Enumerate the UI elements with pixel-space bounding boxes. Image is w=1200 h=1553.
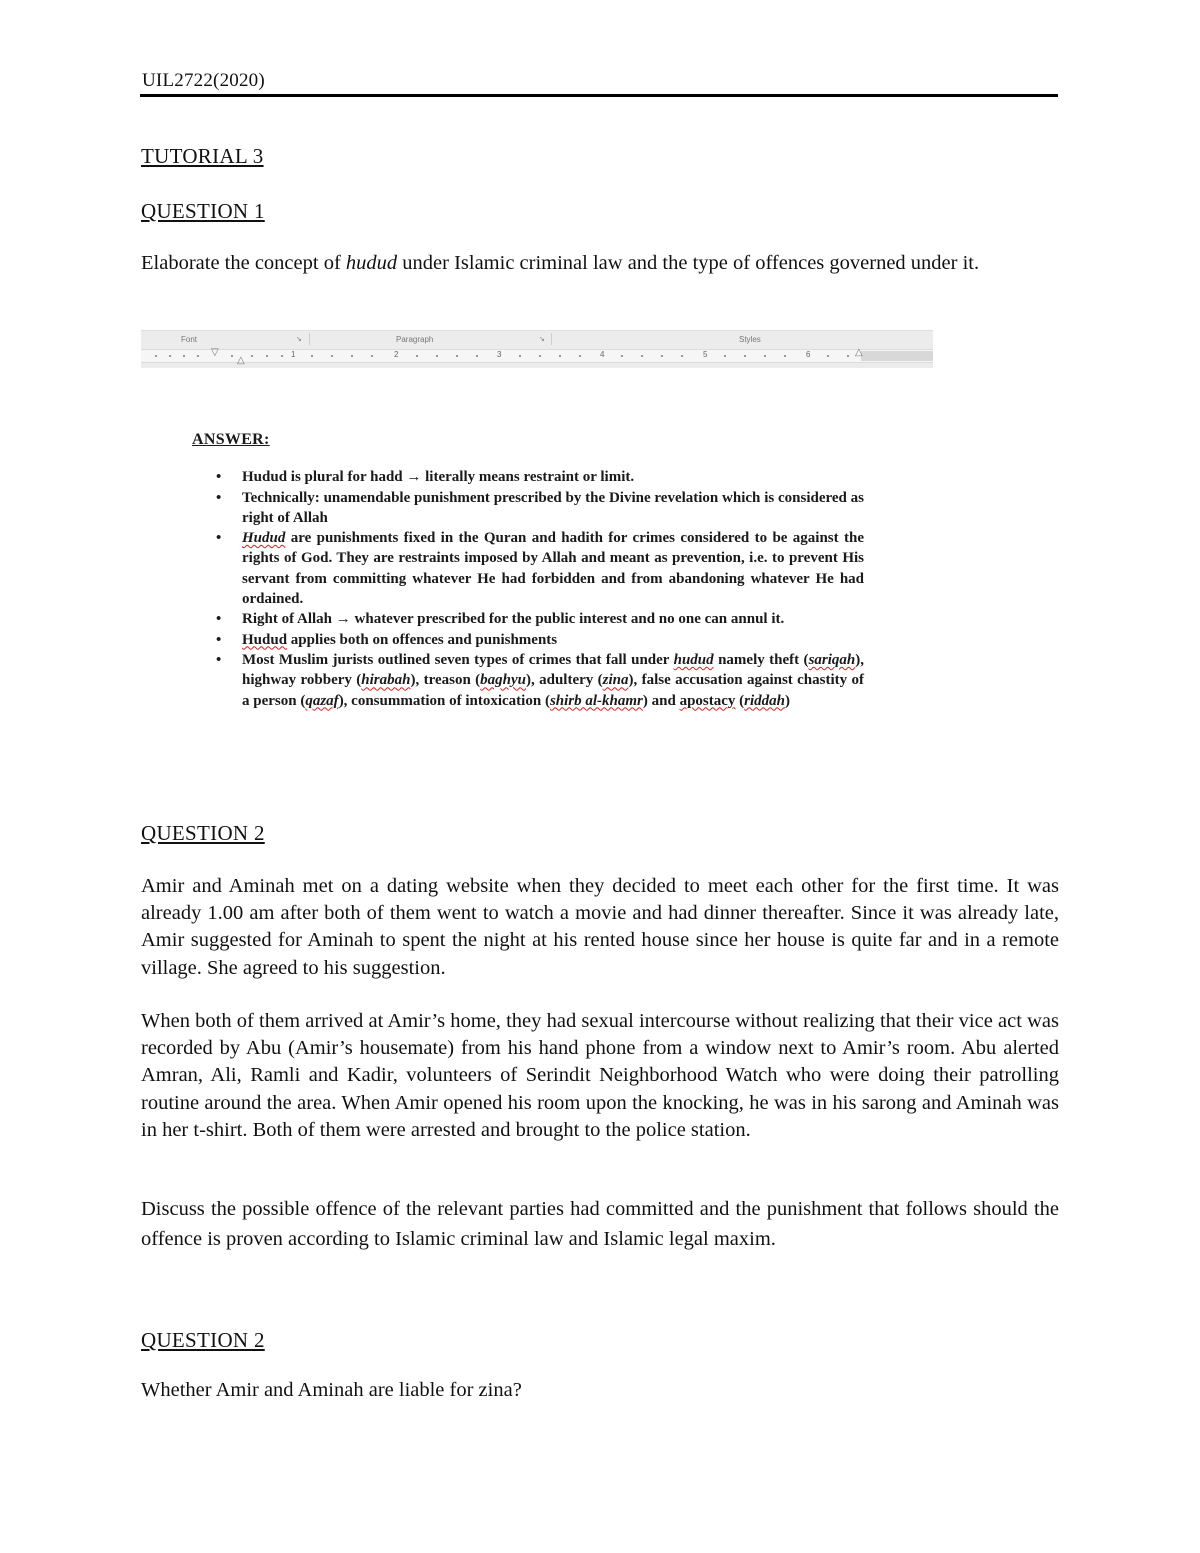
answer-list <box>192 467 864 711</box>
tutorial-title: TUTORIAL 3 <box>141 144 264 168</box>
question-2-paragraph-1: Amir and Aminah met on a dating website when they decided to meet each other for the first time. It was already 1.00 am after both of them went to watch a movie and had dinner thereafter. Since it was already late, Amir suggested for Aminah to spent the night at his rented house since her house is quite far and in a remote village. She agreed to his suggestion. <box>141 875 1059 979</box>
ribbon-group-font: Font <box>181 335 198 344</box>
question-2-heading: QUESTION 2 <box>141 821 265 845</box>
ribbon-group-styles: Styles <box>739 335 761 344</box>
ruler-number: 2 <box>394 350 399 359</box>
left-indent-icon: △ <box>237 355 245 366</box>
header-divider <box>140 94 1058 97</box>
answer-bullet-5: • Hudud applies both on offences and punishments <box>242 630 864 650</box>
dialog-launcher-icon: ↘ <box>296 336 302 343</box>
ruler-number: 3 <box>497 350 502 359</box>
ruler-number: 6 <box>806 350 811 359</box>
ribbon-group-paragraph: Paragraph <box>396 335 434 344</box>
answer-bullet-1: • Hudud is plural for hadd → literally means restraint or limit. <box>242 467 864 487</box>
dialog-launcher-icon: ↘ <box>539 336 545 343</box>
question-1-heading: QUESTION 1 <box>141 199 265 223</box>
answer-bullet-4: • Right of Allah → whatever prescribed for the public interest and no one can annul it. <box>242 609 864 629</box>
ruler-track <box>141 349 933 363</box>
question-3-heading: QUESTION 2 <box>141 1328 265 1352</box>
ruler-number: 5 <box>703 350 708 359</box>
answer-bullet-6: • Most Muslim jurists outlined seven types of crimes that fall under hudud namely theft (sariqah), highway robbery (hirabah), treason (baghyu), adultery (zina), false accusation against chastity of a person (qazaf), consummation of intoxication (shirb al-khamr) and apostacy (riddah) <box>242 650 864 711</box>
question-3-text: Whether Amir and Aminah are liable for zina? <box>141 1379 522 1401</box>
ruler-number: 4 <box>600 350 605 359</box>
document-code: UIL2722(2020) <box>142 70 265 91</box>
first-line-indent-icon: ▽ <box>211 347 219 358</box>
question-1-text: Elaborate the concept of hudud under Islamic criminal law and the type of offences governed under it. <box>141 252 980 274</box>
answer-bullet-3: • Hudud are punishments fixed in the Quran and hadith for crimes considered to be against the rights of God. They are restraints imposed by Allah and meant as prevention, i.e. to prevent His servant from committing whatever He had forbidden and from abandoning whatever He had ordained. <box>242 528 864 609</box>
answer-bullet-2: • Technically: unamendable punishment prescribed by the Divine revelation which is considered as right of Allah <box>242 488 864 529</box>
answer-title: ANSWER: <box>192 431 270 448</box>
question-2-paragraph-2: When both of them arrived at Amir’s home, they had sexual intercourse without realizing that their vice act was recorded by Abu (Amir’s housemate) from his hand phone from a window next to Amir’s room. Abu alerted Amran, Ali, Ramli and Kadir, volunteers of Serindit Neighborhood Watch who were doing their patrolling routine around the area. When Amir opened his room upon the knocking, he was in his sarong and Aminah was in her t-shirt. Both of them were arrested and brought to the police station. <box>141 1010 1059 1141</box>
question-2-paragraph-3: Discuss the possible offence of the relevant parties had committed and the punishment that follows should the offence is proven according to Islamic criminal law and Islamic legal maxim. <box>141 1198 1059 1250</box>
right-indent-icon: △ <box>855 347 863 358</box>
ruler-number: 1 <box>291 350 296 359</box>
answer-image <box>192 430 864 711</box>
term-hudud: hudud <box>345 252 398 274</box>
ribbon-ruler-image <box>141 330 933 368</box>
